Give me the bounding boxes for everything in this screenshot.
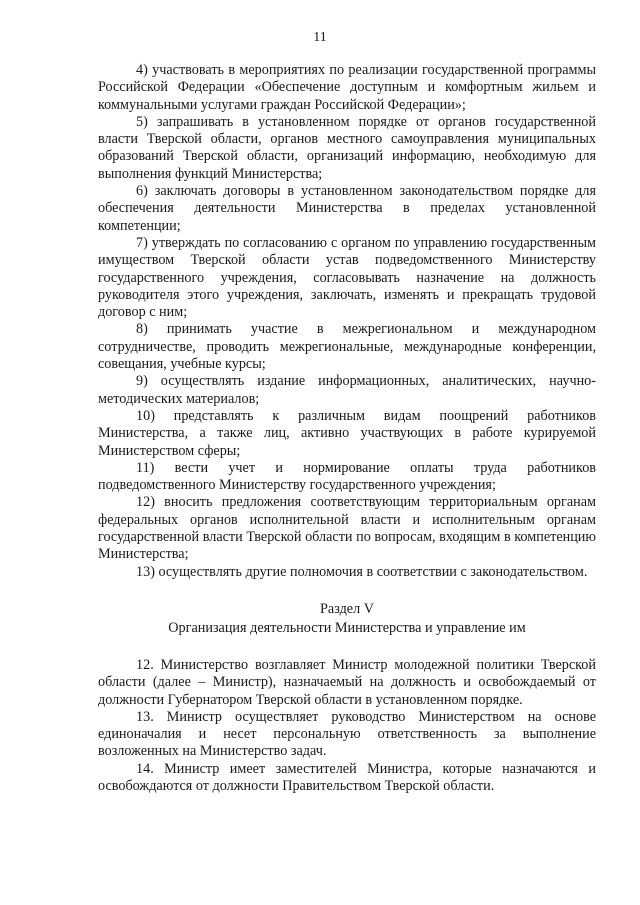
section-paragraph: 13. Министр осуществляет руководство Министерством на основе единоначалия и несет персональную ответственность за выполнение возложенных на Министерство задач. — [98, 708, 596, 760]
page-number: 11 — [313, 30, 327, 45]
section-paragraph: 12. Министерство возглавляет Министр молодежной политики Тверской области (далее – Министр), назначаемый на должность и освобождаемый от должности Губернатором Тверской области в установленном порядке. — [98, 656, 596, 708]
section-subtitle: Организация деятельности Министерства и управление им — [168, 619, 526, 636]
document-body — [98, 62, 596, 795]
list-item: 11) вести учет и нормирование оплаты труда работников подведомственного Министерству государственного учреждения; — [98, 459, 596, 494]
list-item: 10) представлять к различным видам поощрений работников Министерства, а также лиц, активно участвующих в работе курируемой Министерством сферы; — [98, 407, 596, 459]
section-heading — [98, 600, 596, 638]
section-title: Раздел V — [320, 600, 374, 617]
section-paragraph: 14. Министр имеет заместителей Министра, которые назначаются и освобождаются от должности Правительством Тверской области. — [98, 760, 596, 794]
list-item: 9) осуществлять издание информационных, аналитических, научно-методических материалов; — [98, 373, 596, 407]
list-item: 13) осуществлять другие полномочия в соответствии с законодательством. — [136, 563, 588, 580]
list-item: 7) утверждать по согласованию с органом по управлению государственным имуществом Тверской области устав подведомственного Министерству государственного учреждения, согласовывать назначение на должность руководителя этого учреждения, заключать, изменять и прекращать трудовой договор с ним; — [98, 234, 596, 321]
list-item: 4) участвовать в мероприятиях по реализации государственной программы Российской Федерации «Обеспечение доступным и комфортным жильем и коммунальными услугами граждан Российской Федерации»; — [98, 62, 596, 113]
list-item: 12) вносить предложения соответствующим территориальным органам федеральных органов исполнительной власти и исполнительным органам государственной власти Тверской области по вопросам, входящим в компетенцию Министерства; — [98, 494, 596, 563]
list-item: 8) принимать участие в межрегиональном и международном сотрудничестве, проводить межрегиональные, международные конференции, совещания, учебные курсы; — [98, 321, 596, 373]
list-item: 5) запрашивать в установленном порядке от органов государственной власти Тверской области, органов местного самоуправления муниципальных образований Тверской области, организаций информацию, необходимую для выполнения функций Министерства; — [98, 113, 596, 182]
list-item: 6) заключать договоры в установленном законодательством порядке для обеспечения деятельности Министерства в пределах установленной компетенции; — [98, 183, 596, 234]
